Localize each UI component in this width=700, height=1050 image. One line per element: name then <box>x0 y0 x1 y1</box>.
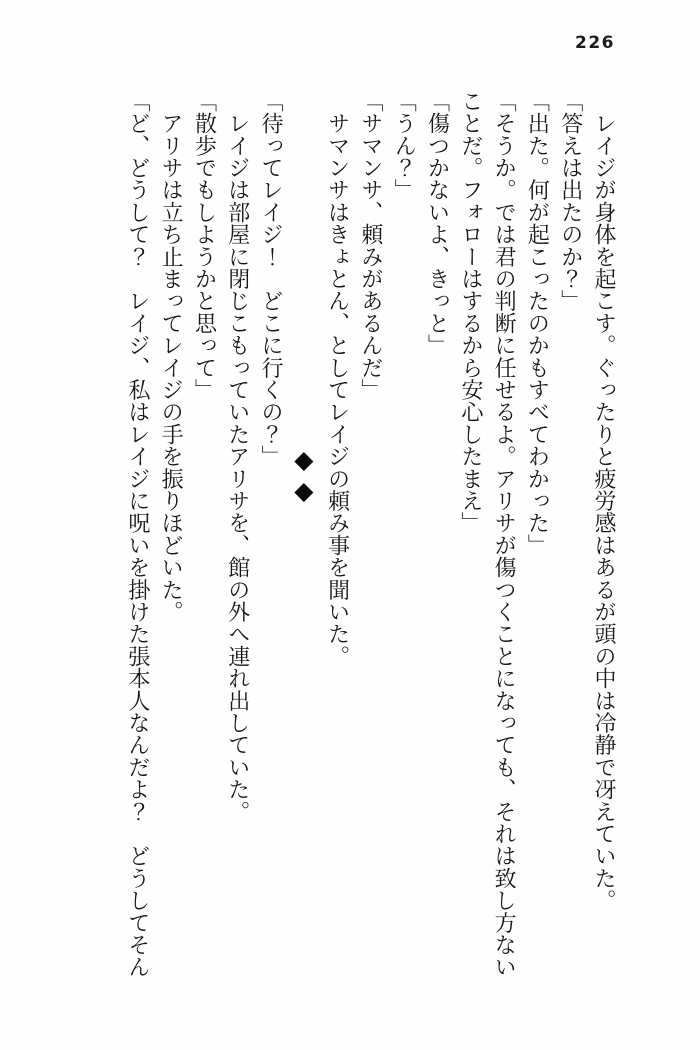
dialogue-line: 「サマンサ、頼みがあるんだ」 <box>357 90 383 401</box>
dialogue-line: 「うん？」 <box>391 90 417 201</box>
dialogue-line: 「そうか。では君の判断に任せるよ。アリサが傷つくことになっても、それは致し方ないことだ。フォローはするから安心したまえ」 <box>457 90 517 978</box>
narration-line: アリサは立ち止まってレイジの手を振りほどいた。 <box>158 90 184 623</box>
dialogue-line: 「出た。何が起こったのかもすべてわかった」 <box>524 90 550 557</box>
narration-line: サマンサはきょとん、としてレイジの頼み事を聞いた。 <box>324 90 350 668</box>
narration-line: レイジは部屋に閉じこもっていたアリサを、館の外へ連れ出していた。 <box>224 90 250 823</box>
dialogue-line: 「ど、どうして？ レイジ、私はレイジに呪いを掛けた張本人なんだよ？ どうしてそん <box>124 90 150 978</box>
dialogue-line: 「答えは出たのか？」 <box>557 90 583 312</box>
dialogue-line: 「散歩でもしようかと思って」 <box>191 90 217 401</box>
dialogue-line: 「待ってレイジ！ どこに行くの？」 <box>258 90 284 468</box>
dialogue-line: 「傷つかないよ、きっと」 <box>424 90 450 357</box>
narration-line: レイジが身体を起こす。ぐったりと疲労感はあるが頭の中は冷静で冴えていた。 <box>591 90 616 912</box>
vertical-text-block <box>121 90 620 979</box>
section-break-marker: ◆◆ <box>289 445 319 507</box>
page-number: 226 <box>575 33 615 53</box>
